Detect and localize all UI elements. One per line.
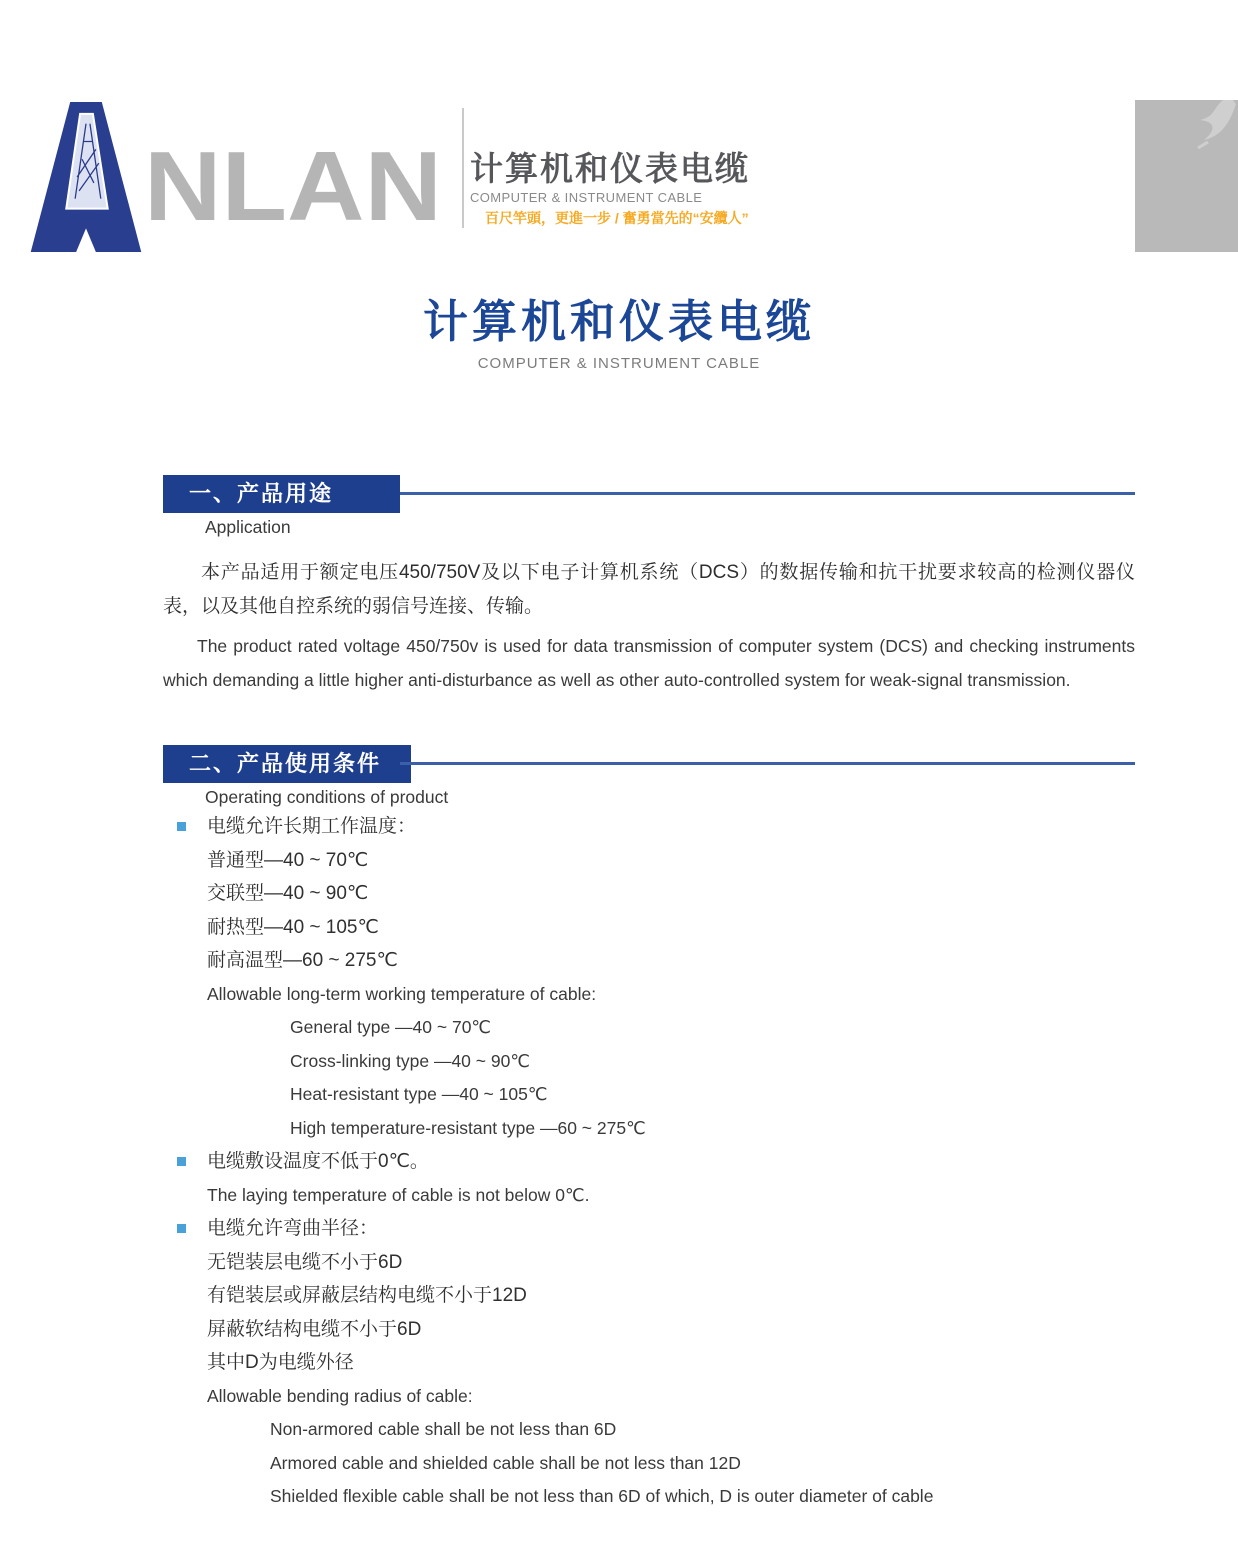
condition-line-text: Allowable bending radius of cable:	[207, 1385, 473, 1406]
bullet-item	[163, 1145, 1135, 1179]
condition-line-text: High temperature-resistant type —60 ~ 275℃	[290, 1117, 646, 1138]
application-paragraph-en: The product rated voltage 450/750v is used for data transmission of computer system (DCS) and checking instruments which demanding a little higher anti-disturbance as well as other auto-controlled system for weak-signal transmission.	[163, 636, 1135, 690]
condition-line-text: 普通型—40 ~ 70℃	[207, 849, 369, 871]
condition-line	[163, 1112, 1135, 1146]
square-bullet-icon	[177, 1157, 186, 1166]
banner-title: 计算机和仪表电缆	[470, 150, 750, 187]
section-1-subtitle-en: Application	[205, 517, 291, 537]
condition-line-text: 耐高温型—60 ~ 275℃	[207, 950, 398, 971]
condition-line	[163, 911, 1135, 945]
leaf-icon	[1160, 100, 1238, 170]
condition-line	[163, 1480, 1135, 1514]
conditions-list	[163, 810, 1135, 1514]
application-paragraph-zh: 本产品适用于额定电压450/750V及以下电子计算机系统（DCS）的数据传输和抗干扰要求较高的检测仪器仪表，以及其他自控系统的弱信号连接、传输。	[163, 562, 1135, 617]
condition-line-text: 其中D为电缆外径	[207, 1352, 354, 1373]
condition-line	[163, 1413, 1135, 1447]
banner-slogan: 百尺竿頭，更進一步 / 奮勇當先的“安纜人”	[485, 210, 749, 226]
square-bullet-icon	[177, 822, 186, 831]
section-2-rule	[400, 762, 1135, 765]
section-2-subtitle-en: Operating conditions of product	[205, 787, 449, 807]
section-1-rule	[400, 492, 1135, 495]
bullet-item	[163, 1212, 1135, 1246]
bullet-label-text: 电缆允许弯曲半径：	[207, 1218, 379, 1239]
condition-line	[163, 1447, 1135, 1481]
condition-line-text: Allowable long-term working temperature of cable:	[207, 983, 597, 1004]
condition-line-text: Cross-linking type —40 ~ 90℃	[290, 1050, 530, 1071]
condition-line-text: General type —40 ~ 70℃	[290, 1017, 492, 1037]
condition-line-text: 屏蔽软结构电缆不小于6D	[207, 1318, 422, 1340]
section-2-heading	[163, 745, 1135, 783]
section-2-title: 二、产品使用条件	[163, 745, 411, 783]
condition-line-text: 无铠装层电缆不小于6D	[207, 1251, 403, 1273]
condition-line-text: 交联型—40 ~ 90℃	[207, 883, 369, 904]
condition-line	[163, 1179, 1135, 1213]
condition-line	[163, 1045, 1135, 1079]
header-banner	[0, 100, 1238, 253]
condition-line	[163, 877, 1135, 911]
condition-line	[163, 1078, 1135, 1112]
condition-line	[163, 1246, 1135, 1280]
section-1-heading	[163, 475, 1135, 513]
condition-line	[163, 1011, 1135, 1045]
condition-line-text: Armored cable and shielded cable shall be not less than 12D	[270, 1452, 741, 1473]
condition-line	[163, 844, 1135, 878]
square-bullet-icon	[177, 1224, 186, 1233]
bullet-label-text: 电缆敷设温度不低于0℃。	[207, 1151, 429, 1172]
condition-line	[163, 1313, 1135, 1347]
condition-line	[163, 944, 1135, 978]
condition-line-text: 耐热型—40 ~ 105℃	[207, 916, 379, 938]
bullet-item	[163, 810, 1135, 844]
anlan-logo-text	[144, 131, 444, 241]
logo-text-nlan: NLAN	[144, 131, 442, 241]
vertical-divider	[462, 108, 464, 228]
bullet-label-text: 电缆允许长期工作温度：	[207, 816, 417, 837]
page-title: 计算机和仪表电缆	[422, 296, 815, 347]
condition-line	[163, 1346, 1135, 1380]
section-1-title: 一、产品用途	[163, 475, 400, 513]
condition-line	[163, 1279, 1135, 1313]
condition-line-text: The laying temperature of cable is not below 0℃.	[207, 1184, 590, 1205]
photo-placeholder	[1135, 100, 1238, 252]
banner-subtitle: COMPUTER & INSTRUMENT CABLE	[470, 190, 703, 205]
condition-line	[163, 1380, 1135, 1414]
condition-line-text: Heat-resistant type —40 ~ 105℃	[290, 1084, 548, 1104]
anlan-logo-a-icon	[30, 102, 142, 252]
condition-line	[163, 978, 1135, 1012]
condition-line-text: Non-armored cable shall be not less than 6D	[270, 1419, 617, 1439]
condition-line-text: 有铠装层或屏蔽层结构电缆不小于12D	[207, 1285, 527, 1306]
page-subtitle: COMPUTER & INSTRUMENT CABLE	[477, 355, 761, 372]
condition-line-text: Shielded flexible cable shall be not less than 6D of which, D is outer diameter of cable	[270, 1486, 934, 1506]
